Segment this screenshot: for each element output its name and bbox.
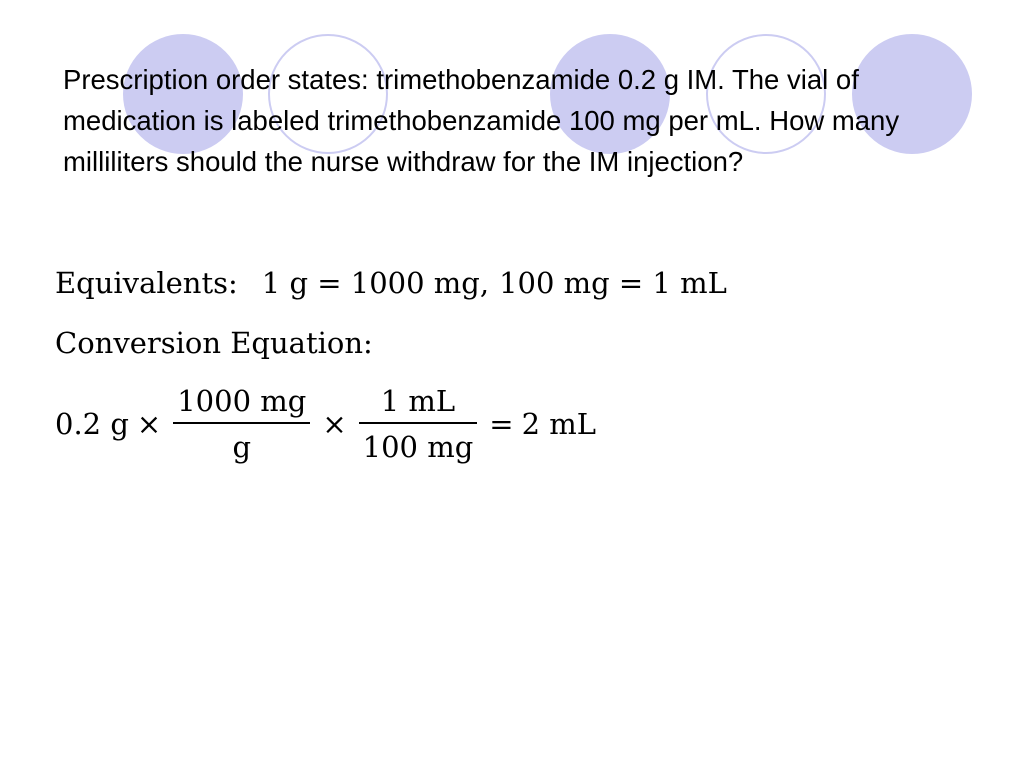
fraction-mg-to-ml (359, 384, 478, 464)
fraction-denominator: g (232, 430, 252, 464)
equation-start-quantity: 0.2 g (55, 407, 129, 441)
equation-result: 2 mL (521, 407, 597, 441)
fraction-grams-to-mg (173, 384, 310, 464)
multiply-sign: × (136, 407, 162, 441)
equals-sign: = (489, 407, 514, 441)
equivalents-label: Equivalents: (55, 266, 238, 300)
equivalents-line (55, 266, 727, 300)
equivalent-grams-to-mg: 1 g = 1000 mg, (261, 266, 490, 300)
multiply-sign: × (322, 407, 347, 441)
conversion-heading: Conversion Equation: (55, 326, 373, 360)
fraction-numerator: 1000 mg (177, 384, 307, 418)
equivalent-mg-to-ml: 100 mg = 1 mL (499, 266, 727, 300)
fraction-numerator: 1 mL (380, 384, 456, 418)
fraction-denominator: 100 mg (362, 430, 474, 464)
question-text: Prescription order states: trimethobenzamide 0.2 g IM. The vial of medication is labeled trimethobenzamide 100 mg per mL. How many milliliters should the nurse withdraw for the IM injection? (63, 64, 900, 177)
conversion-equation (55, 384, 596, 464)
